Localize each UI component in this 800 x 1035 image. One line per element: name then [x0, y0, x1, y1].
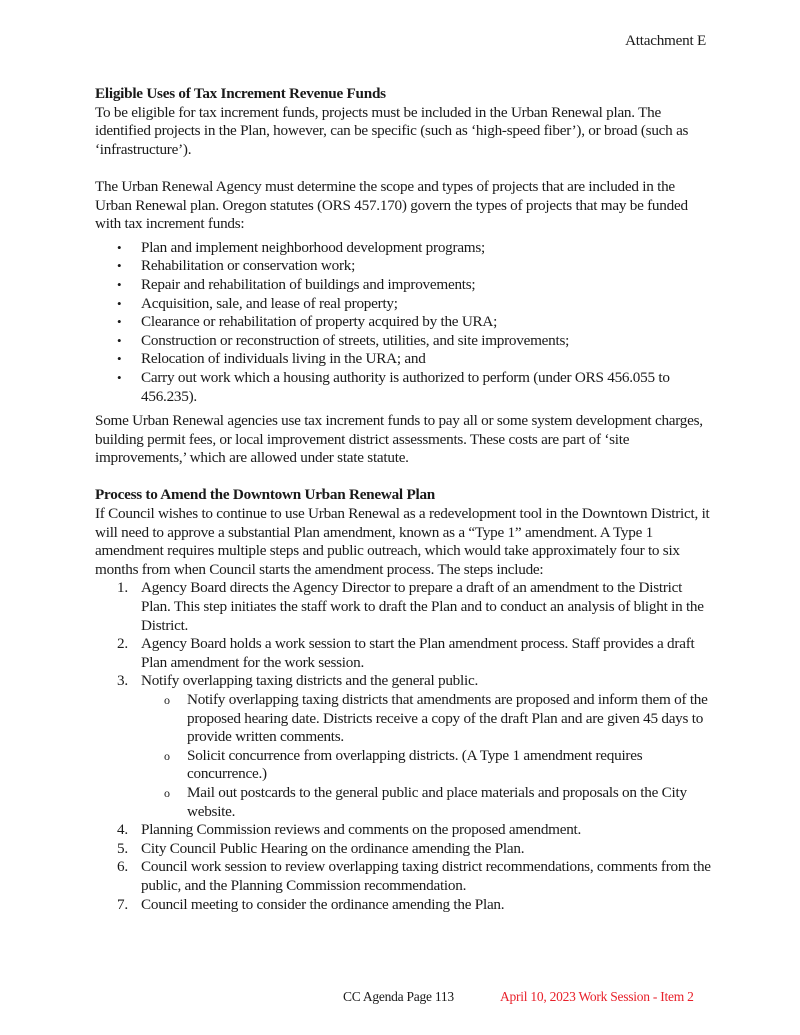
sub-list-item: o Notify overlapping taxing districts that amendments are proposed and inform them of the proposed hearing date. Districts receive a copy of the draft Plan and are given 45 days to provide written comments.	[164, 691, 708, 746]
paragraph-type1-amendment: If Council wishes to continue to use Urban Renewal as a redevelopment tool in the Downtown District, it will need to approve a substantial Plan amendment, known as a “Type 1” amendment. A Type 1 amendment requires multiple steps and public outreach, which would take approximately four to six months from when Council starts the amendment process. The steps include:	[95, 505, 710, 578]
list-item: 2. Agency Board holds a work session to start the Plan amendment process. Staff provides a draft Plan amendment for the work session.	[117, 635, 695, 671]
bullet-icon: •	[117, 239, 122, 255]
work-session-label: April 10, 2023 Work Session - Item 2	[500, 989, 694, 1004]
document-body	[95, 85, 715, 914]
step-number: 4.	[117, 821, 128, 839]
paragraph-agency-scope: The Urban Renewal Agency must determine the scope and types of projects that are included in the Urban Renewal plan. Oregon statutes (ORS 457.170) govern the types of projects that may be funded with tax increment funds:	[95, 177, 688, 233]
list-item: • Relocation of individuals living in the URA; and	[117, 350, 426, 368]
attachment-label: Attachment E	[625, 32, 706, 49]
list-item: 4. Planning Commission reviews and comments on the proposed amendment.	[117, 821, 582, 839]
paragraph-site-improvements: Some Urban Renewal agencies use tax increment funds to pay all or some system development charges, building permit fees, or local improvement district assessments. These costs are part of ‘site improvements,’ which are allowed under state statute.	[95, 412, 703, 467]
list-item: • Rehabilitation or conservation work;	[117, 257, 356, 275]
list-item: 5. City Council Public Hearing on the ordinance amending the Plan.	[117, 839, 525, 857]
list-item: 1. Agency Board directs the Agency Director to prepare a draft of an amendment to the District Plan. This step initiates the staff work to draft the Plan and to conduct an analysis of blight in the District.	[117, 579, 704, 634]
page-footer	[0, 987, 800, 1007]
agenda-page-number: CC Agenda Page 113	[343, 989, 454, 1004]
step-number: 2.	[117, 635, 128, 653]
sub-list-item: o Mail out postcards to the general public and place materials and proposals on the City website.	[164, 783, 687, 820]
amendment-steps-list	[95, 579, 715, 914]
notify-substeps-list	[141, 691, 715, 821]
list-item: 6. Council work session to review overlapping taxing district recommendations, comments from the public, and the Planning Commission recommendation.	[117, 858, 711, 894]
bullet-icon: •	[117, 369, 122, 385]
eligible-projects-list	[95, 239, 715, 406]
list-item: • Plan and implement neighborhood development programs;	[117, 238, 486, 256]
bullet-icon: •	[117, 351, 122, 367]
list-item: • Acquisition, sale, and lease of real property;	[117, 294, 398, 312]
circle-bullet-icon: o	[164, 785, 170, 800]
sub-list-item: o Solicit concurrence from overlapping districts. (A Type 1 amendment requires concurrence.)	[164, 746, 643, 783]
list-item: • Construction or reconstruction of streets, utilities, and site improvements;	[117, 331, 570, 349]
bullet-icon: •	[117, 332, 122, 348]
bullet-icon: •	[117, 295, 122, 311]
step-number: 7.	[117, 895, 128, 913]
list-item: • Carry out work which a housing authority is authorized to perform (under ORS 456.055 to 456.235).	[117, 368, 670, 405]
bullet-icon: •	[117, 276, 122, 292]
paragraph-spacer	[95, 468, 715, 487]
list-item: • Clearance or rehabilitation of property acquired by the URA;	[117, 313, 498, 331]
step-number: 3.	[117, 672, 128, 690]
paragraph-spacer	[95, 159, 715, 178]
list-item: 3. Notify overlapping taxing districts and the general public. o Notify overlapping taxing districts that amendments are proposed and inform them of the proposed hearing date. Districts receive a copy of the draft Plan and are given 45 days to provide written comments. o Solicit concurrence from overlapping districts. (A Type 1 amendment requires concurrence.) o Mail out postcards to the general public and place materials and proposals on the City website.	[95, 672, 715, 821]
paragraph-eligibility: To be eligible for tax increment funds, projects must be included in the Urban Renewal plan. The identified projects in the Plan, however, can be specific (such as ‘high-speed fiber’), or broad (such as ‘infrastructure’).	[95, 103, 689, 158]
section-heading-eligible-uses: Eligible Uses of Tax Increment Revenue Funds	[95, 85, 386, 102]
bullet-icon: •	[117, 258, 122, 274]
step-number: 1.	[117, 579, 128, 597]
circle-bullet-icon: o	[164, 748, 170, 763]
list-item: • Repair and rehabilitation of buildings and improvements;	[117, 275, 476, 293]
section-heading-amend-process: Process to Amend the Downtown Urban Renewal Plan	[95, 486, 435, 504]
list-item: 7. Council meeting to consider the ordinance amending the Plan.	[117, 895, 505, 913]
bullet-icon: •	[117, 314, 122, 330]
step-number: 6.	[117, 858, 128, 876]
circle-bullet-icon: o	[164, 693, 170, 707]
step-number: 5.	[117, 839, 128, 857]
